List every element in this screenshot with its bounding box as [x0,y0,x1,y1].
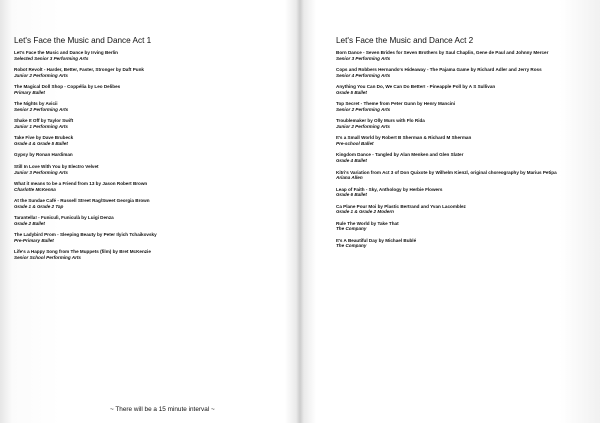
item-group: Grade 1 & Grade 2 Tap [14,203,64,209]
item-title: At the Sundae Café - Russell Street Rag/Sweet Georgia Brown [14,198,150,204]
page-fold-shadow [296,0,304,423]
programme-item [336,101,586,112]
programme-item [336,67,586,78]
item-group: Pre-Primary Ballet [14,237,54,243]
item-group: Grade 4 & Grade 5 Ballet [14,140,68,146]
item-group: Junior 3 Performing Arts [14,169,68,175]
item-title: Kingdom Dance - Tangled by Alan Menken and Glen Slater [336,152,464,158]
item-title: Troublemaker by Olly Murs with Flo Rida [336,118,425,124]
item-group: Grade 2 Ballet [14,220,45,226]
programme-item [14,152,264,158]
programme-item [336,204,586,215]
programme-item [336,118,586,129]
programme-item [336,50,586,61]
item-title: The Ladybird Prom - Sleeping Beauty by Peter Ilyich Tchaikovsky [14,232,157,238]
programme-item [14,215,264,226]
programme-item [14,67,264,78]
item-group: Senior 2 Performing Arts [14,106,69,112]
act-1-running-order [14,50,264,266]
item-group: Pre-school Ballet [336,140,374,146]
programme-item [336,152,586,163]
act-2-running-order [336,50,586,255]
item-title: The Nights by Avicii [14,101,58,107]
item-title: Anything You Can Do, We Can Do Better! - Pineapple Poll by A S Sullivan [336,84,496,90]
programme-item [14,181,264,192]
item-title: Life's a Happy Song from The Muppets (film) by Bret McKenzie [14,249,151,255]
item-title: Top Secret - Theme from Peter Gunn by Henry Mancini [336,101,456,107]
item-group: Junior 2 Performing Arts [336,123,390,129]
item-title: Still In Love With You by Electro Velvet [14,163,99,169]
item-group: Grade 1 & Grade 2 Modern [336,209,394,215]
item-group: Primary Ballet [14,89,45,95]
act-2-title: Let's Face the Music and Dance Act 2 [336,36,474,45]
item-group: Ariana Allen [336,175,363,181]
item-group: Charlotte McKenna [14,186,56,192]
item-title: Gypsy by Ronan Hardiman [14,152,73,158]
programme-item [14,232,264,243]
item-title: Let's Face the Music and Dance by Irving Berlin [14,50,118,55]
programme-item [336,135,586,146]
item-group: Grade 5 Ballet [336,89,367,95]
item-title: Tarantella! - Funiculì, Funiculà by Luigi Denza [14,215,114,221]
item-group: Senior 2 Performing Arts [336,106,391,112]
item-group: Senior 3 Performing Arts [336,55,391,61]
programme-item [14,164,264,175]
item-title: Born Dance - Seven Brides for Seven Brothers by Saul Chaplin, Gene de Paul and Johnny Mercer [336,50,549,55]
interval-note: ~ There will be a 15 minute interval ~ [110,406,215,413]
item-title: What it means to be a Friend from 13 by Jason Robert Brown [14,181,148,187]
item-title: The Magical Doll Shop - Coppélia by Leo Delibes [14,84,121,90]
item-title: Kitri's Variation from Act 3 of Don Quixote by Wilhelm Kienzl, original choreography by Marius Petipa [336,169,557,175]
item-group: Grade 6 Ballet [336,192,367,198]
programme-item [14,249,264,260]
programme-item [336,221,586,232]
act-2-page [300,0,600,423]
programme-item [336,84,586,95]
item-title: Leap of Faith - Sky, Anthology by Herbie Flowers [336,186,443,192]
programme-item [14,101,264,112]
item-title: Cops and Robbers Hernando's Hideaway - The Pajama Game by Richard Adler and Jerry Ross [336,67,542,73]
item-group: Senior 4 Performing Arts [336,72,391,78]
programme-item [14,50,264,61]
programme-item [336,170,586,181]
act-1-title: Let's Face the Music and Dance Act 1 [14,36,152,45]
item-group: Grade 4 Ballet [336,158,367,164]
item-title: It's a Small World by Robert B Sherman & Richard M Sherman [336,135,472,141]
programme-item [336,187,586,198]
item-title: Take Five by Dave Brubeck [14,135,74,141]
item-group: Senior School Performing Arts [14,254,81,260]
item-group: Junior 1 Performing Arts [14,123,68,129]
item-title: Rule The World by Take That [336,220,399,226]
programme-item [14,198,264,209]
item-title: Ca Plane Pour Moi by Plastic Bertrand and Yvan Lacomblez [336,203,466,209]
item-title: Robot Revolt - Harder, Better, Faster, Stronger by Daft Punk [14,67,144,73]
programme-item [14,84,264,95]
programme-item [14,135,264,146]
item-title: Shake It Off by Taylor Swift [14,118,74,124]
item-group: The Company [336,226,367,232]
item-group: Selected Senior 3 Performing Arts [14,55,89,61]
item-group: Junior 2 Performing Arts [14,72,68,78]
programme-item [336,238,586,249]
item-title: It's A Beautiful Day by Michael Bublé [336,237,417,243]
programme-item [14,118,264,129]
item-group: The Company [336,243,367,249]
